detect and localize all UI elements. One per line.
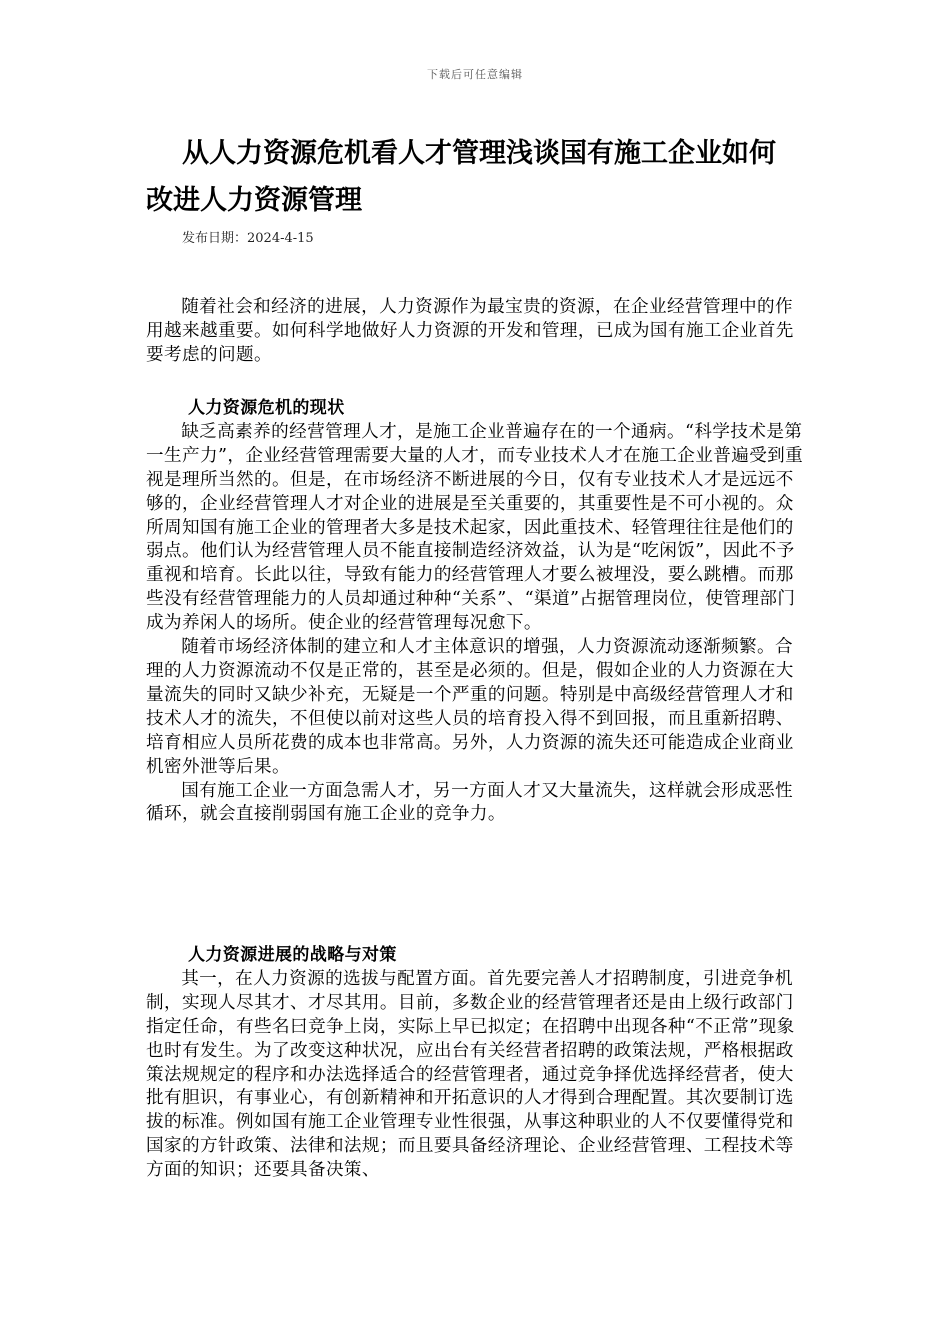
section-heading: 人力资源危机的现状 bbox=[188, 398, 345, 418]
section-strategy bbox=[146, 944, 806, 1183]
paragraph: 其一，在人力资源的选拔与配置方面。首先要完善人才招聘制度，引进竞争机制，实现人尽其才、才尽其用。目前，多数企业的经营管理者还是由上级行政部门指定任命，有些名曰竞争上岗，实际上早已拟定；在招聘中出现各种“不正常”现象也时有发生。为了改变这种状况，应出台有关经营者招聘的政策法规，严格根据政策法规规定的程序和办法选择适合的经营管理者，通过竞争择优选择经营者，使大批有胆识，有事业心，有创新精神和开拓意识的人才得到合理配置。其次要制订选拔的标准。例如国有施工企业管理专业性很强，从事这种职业的人不仅要懂得党和国家的方针政策、法律和法规；而且要具备经济理论、企业经营管理、工程技术等方面的知识；还要具备决策、 bbox=[146, 968, 795, 1181]
header-note: 下载后可任意编辑 bbox=[427, 68, 523, 81]
section-heading: 人力资源进展的战略与对策 bbox=[188, 945, 397, 965]
paragraph: 缺乏高素养的经营管理人才，是施工企业普遍存在的一个通病。“科学技术是第一生产力”，企业经营管理需要大量的人才，而专业技术人才在施工企业普遍受到重视是理所当然的。但是，在市场经济不断进展的今日，仅有专业技术人才是远远不够的，企业经营管理人才对企业的进展是至关重要的，其重要性是不可小视的。众所周知国有施工企业的管理者大多是技术起家，因此重技术、轻管理往往是他们的弱点。他们认为经营管理人员不能直接制造经济效益，认为是“吃闲饭”，因此不予重视和培育。长此以往，导致有能力的经营管理人才要么被埋没，要么跳槽。而那些没有经营管理能力的人员却通过种种“关系”、“渠道”占据管理岗位，使管理部门成为养闲人的场所。使企业的经营管理每况愈下。 bbox=[146, 421, 804, 634]
publish-date: 发布日期：2024-4-15 bbox=[182, 231, 314, 246]
section-crisis bbox=[146, 397, 806, 827]
intro-block bbox=[146, 296, 806, 368]
document-title: 从人力资源危机看人才管理浅谈国有施工企业如何改进人力资源管理 bbox=[146, 138, 776, 216]
paragraph: 随着市场经济体制的建立和人才主体意识的增强，人力资源流动逐渐频繁。合理的人力资源流动不仅是正常的，甚至是必须的。但是，假如企业的人力资源在大量流失的同时又缺少补充，无疑是一个严重的问题。特别是中高级经营管理人才和技术人才的流失，不但使以前对这些人员的培育投入得不到回报，而且重新招聘、培育相应人员所花费的成本也非常高。另外，人力资源的流失还可能造成企业商业机密外泄等后果。 bbox=[146, 637, 794, 777]
intro-paragraph: 随着社会和经济的进展，人力资源作为最宝贵的资源，在企业经营管理中的作用越来越重要。如何科学地做好人力资源的开发和管理，已成为国有施工企业首先要考虑的问题。 bbox=[146, 297, 794, 365]
paragraph: 国有施工企业一方面急需人才，另一方面人才又大量流失，这样就会形成恶性循环，就会直接削弱国有施工企业的竞争力。 bbox=[146, 780, 793, 825]
